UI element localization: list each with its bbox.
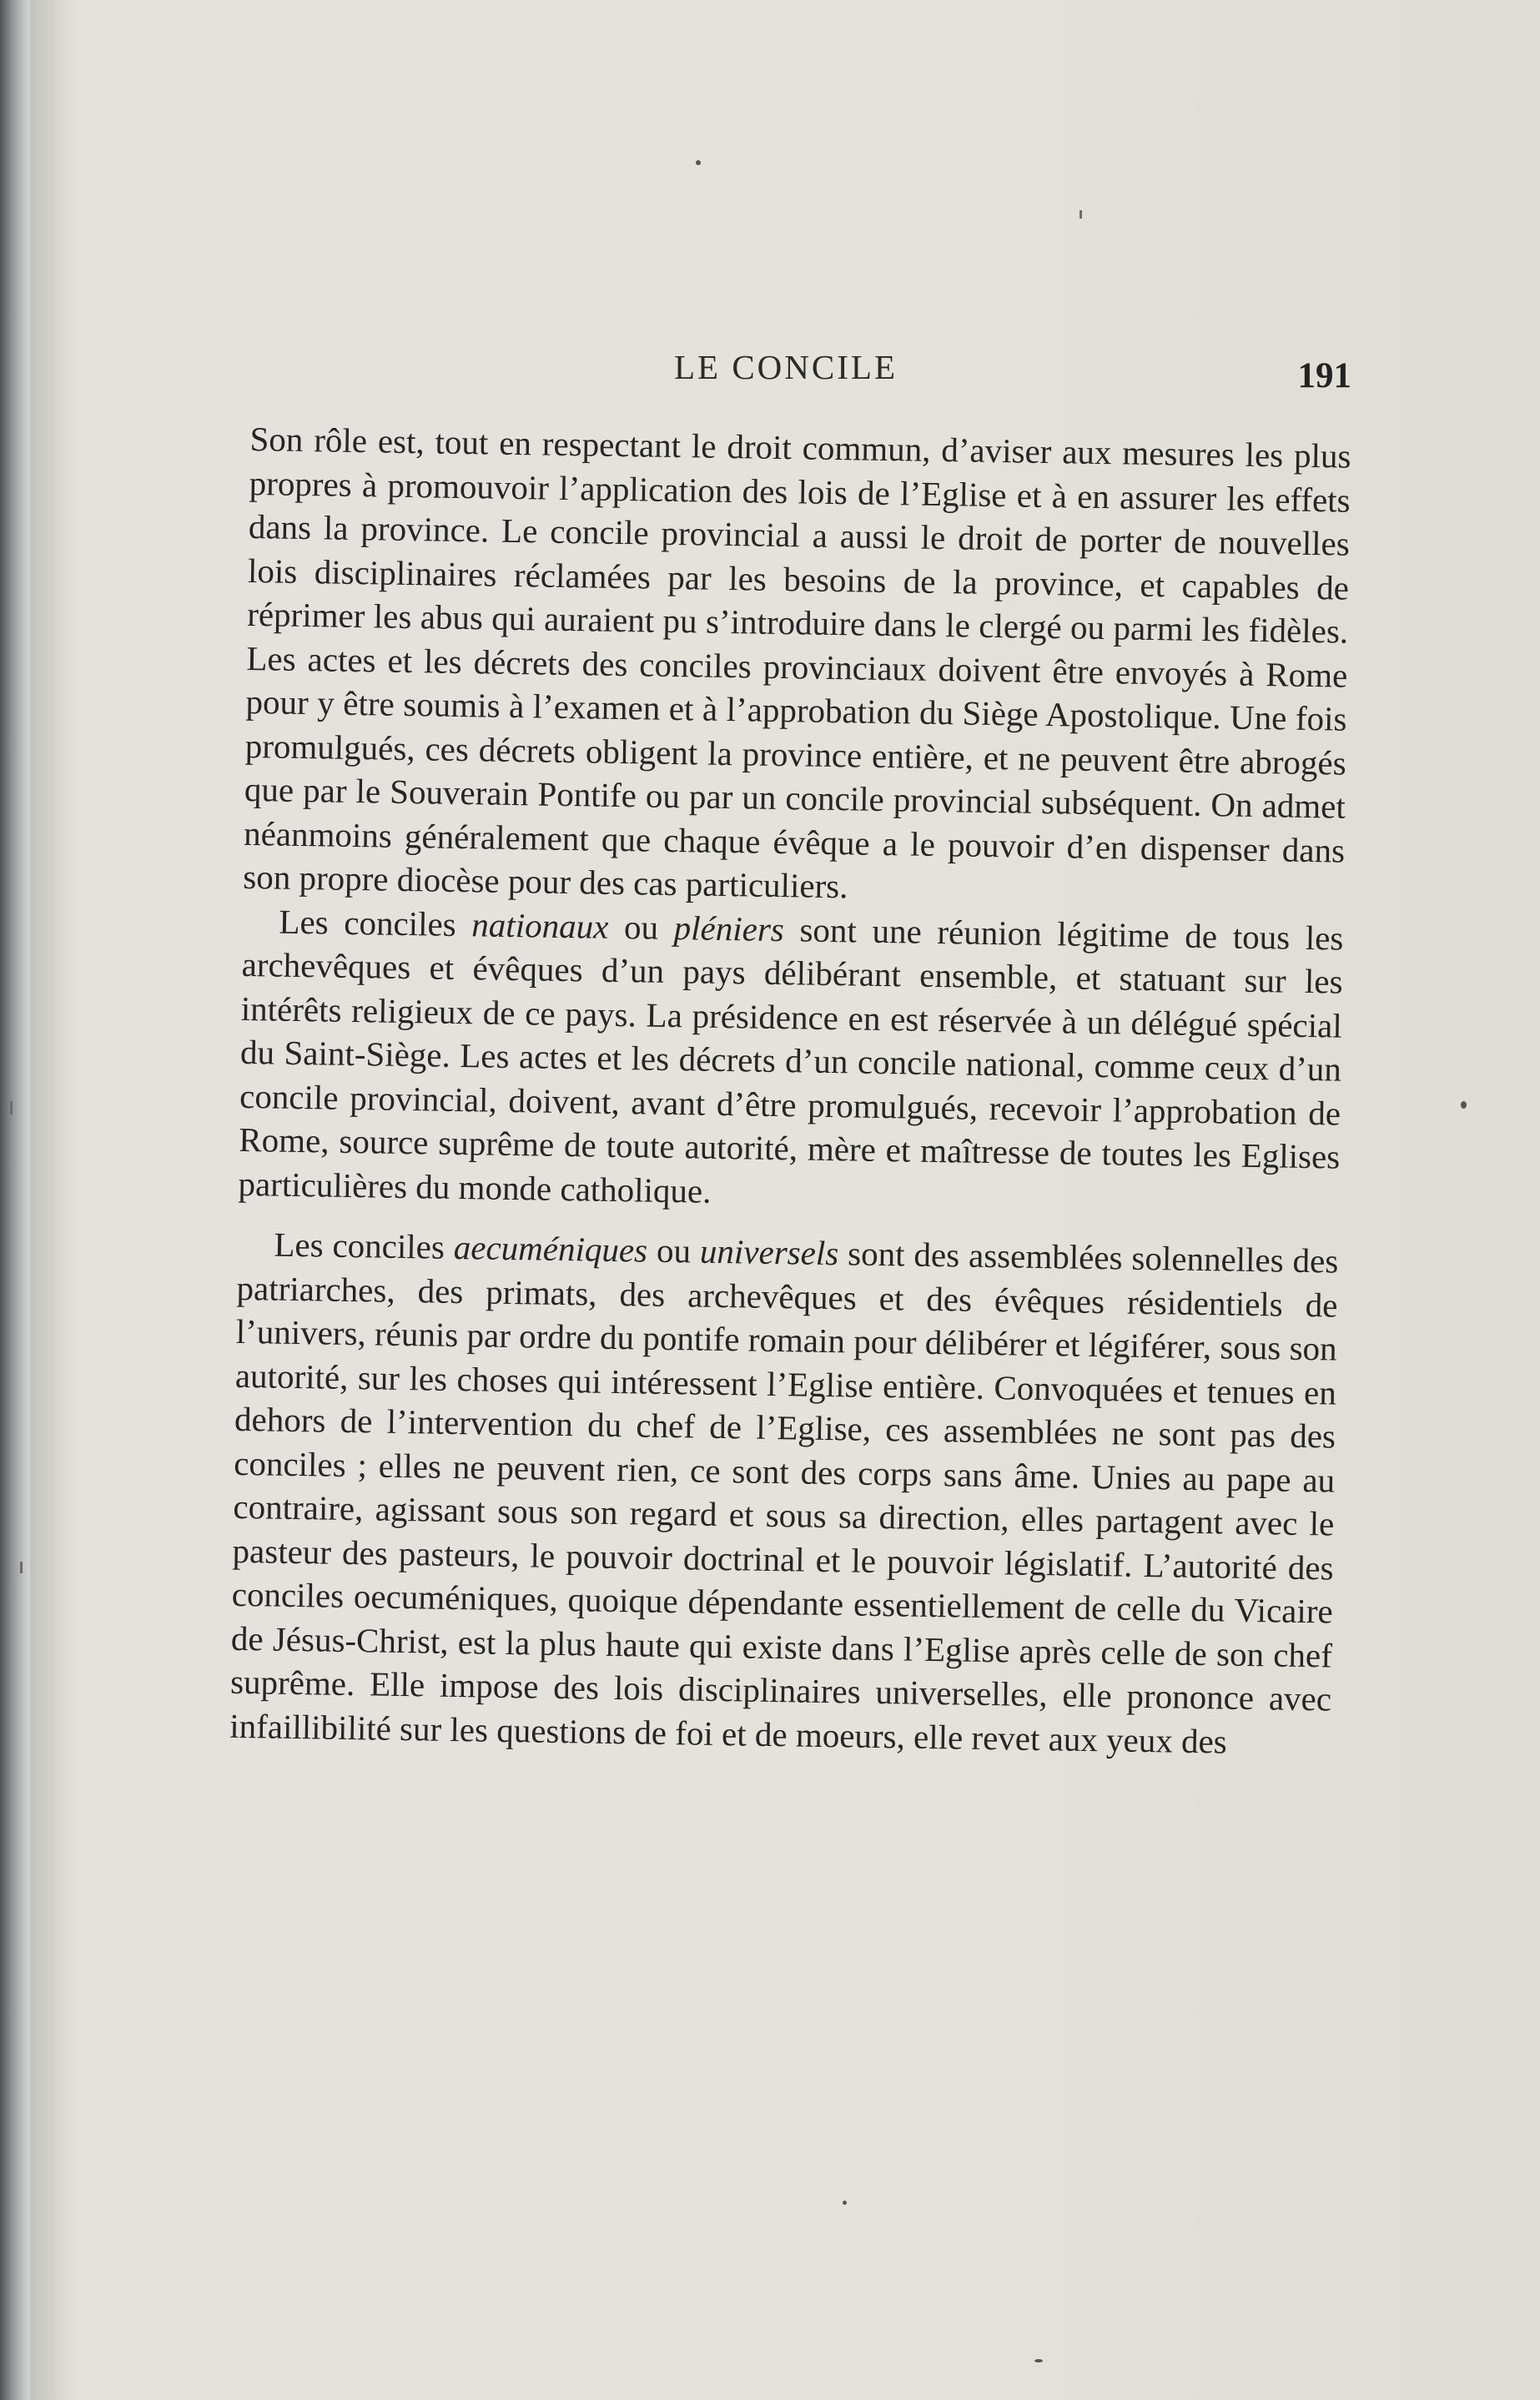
text-segment: ou <box>647 1230 701 1270</box>
gutter-shadow <box>30 0 80 2400</box>
running-head <box>234 347 1351 397</box>
page-number: 191 <box>1297 356 1351 395</box>
paper-speck <box>1461 1101 1467 1109</box>
paper-mark <box>10 1101 13 1114</box>
paragraph-national-councils <box>238 898 1344 1222</box>
paragraph-ecumenical-councils <box>229 1222 1339 1765</box>
text-segment: Les conciles <box>279 902 472 943</box>
paper-speck <box>1034 2359 1043 2362</box>
italic-term-aecumeniques: aecuméniques <box>453 1227 648 1270</box>
paper-speck <box>696 160 701 165</box>
text-segment: sont des assemblées solennelles des patriarches, des primats, des archevêques et des évêques résidentiels de l’univers, réunis par ordre du pontife romain pour délibérer et légiférer, sous son autorité, sur les choses qui intéressent l’Eglise entière. Convoquées et tenues en dehors de l’intervention du chef de l’Eglise, ces assemblées ne sont pas des conciles ; elles ne peuvent rien, ce sont des corps sans âme. Unies au pape au contraire, agissant sous son regard et sous sa direction, elles partagent avec le pasteur des pasteurs, le pouvoir doctrinal et le pouvoir législatif. L’autorité des conciles oecuméniques, quoique dépendante essentiellement de celle du Vicaire de Jésus-Christ, est la plus haute qui existe dans l’Eglise après celle de son chef suprême. Elle impose des lois disciplinaires universelles, elle prononce avec infaillibilité sur les questions de foi et de moeurs, elle revet aux yeux des <box>229 1234 1339 1761</box>
italic-term-pleniers: pléniers <box>673 908 785 948</box>
italic-term-nationaux: nationaux <box>471 904 609 946</box>
italic-term-universels: universels <box>699 1231 839 1273</box>
text-segment: Les conciles <box>274 1225 455 1266</box>
text-segment: sont une réunion légitime de tous les archevêques et évêques d’un pays délibérant ensemble, et statuant sur les intérêts religieux de ce pays. La présidence en est réservée à un délégué spécial du Saint-Siège. Les actes et les décrets d’un concile national, comme ceux d’un concile provincial, doivent, avant d’être promulgués, recevoir l’approbation de Rome, source suprême de toute autorité, mère et maîtresse de toutes les Eglises particulières du monde catholique. <box>238 909 1344 1210</box>
book-spine-edge <box>0 0 30 2400</box>
text-segment: ou <box>608 907 675 947</box>
text-segment: Son rôle est, tout en respectant le droit commun, d’aviser aux mesures les plus propres à promouvoir l’application des lois de l’Eglise et à en assurer les effets dans la province. Le concile provincial a aussi le droit de porter de nouvelles lois disciplinaires réclamées par les besoins de la province, et capables de réprimer les abus qui auraient pu s’introduire dans le clergé ou parmi les fidèles. Les actes et les décrets des conciles provinciaux doivent être envoyés à Rome pour y être soumis à l’examen et à l’approbation du Siège Apostolique. Une fois promulgués, ces décrets obligent la province entière, et ne peuvent être abrogés que par le Souverain Pontife ou par un concile provincial subséquent. On admet néanmoins généralement que chaque évêque a le pouvoir d’en dispenser dans son propre diocèse pour des cas particuliers. <box>242 419 1351 906</box>
page-content <box>229 334 1351 2102</box>
body-text <box>229 417 1351 1765</box>
paper-mark <box>1080 210 1082 219</box>
paragraph-provincial-council <box>243 417 1351 916</box>
running-title: LE CONCILE <box>674 348 898 386</box>
paper-speck <box>843 2201 847 2205</box>
paper-mark <box>20 1562 23 1573</box>
